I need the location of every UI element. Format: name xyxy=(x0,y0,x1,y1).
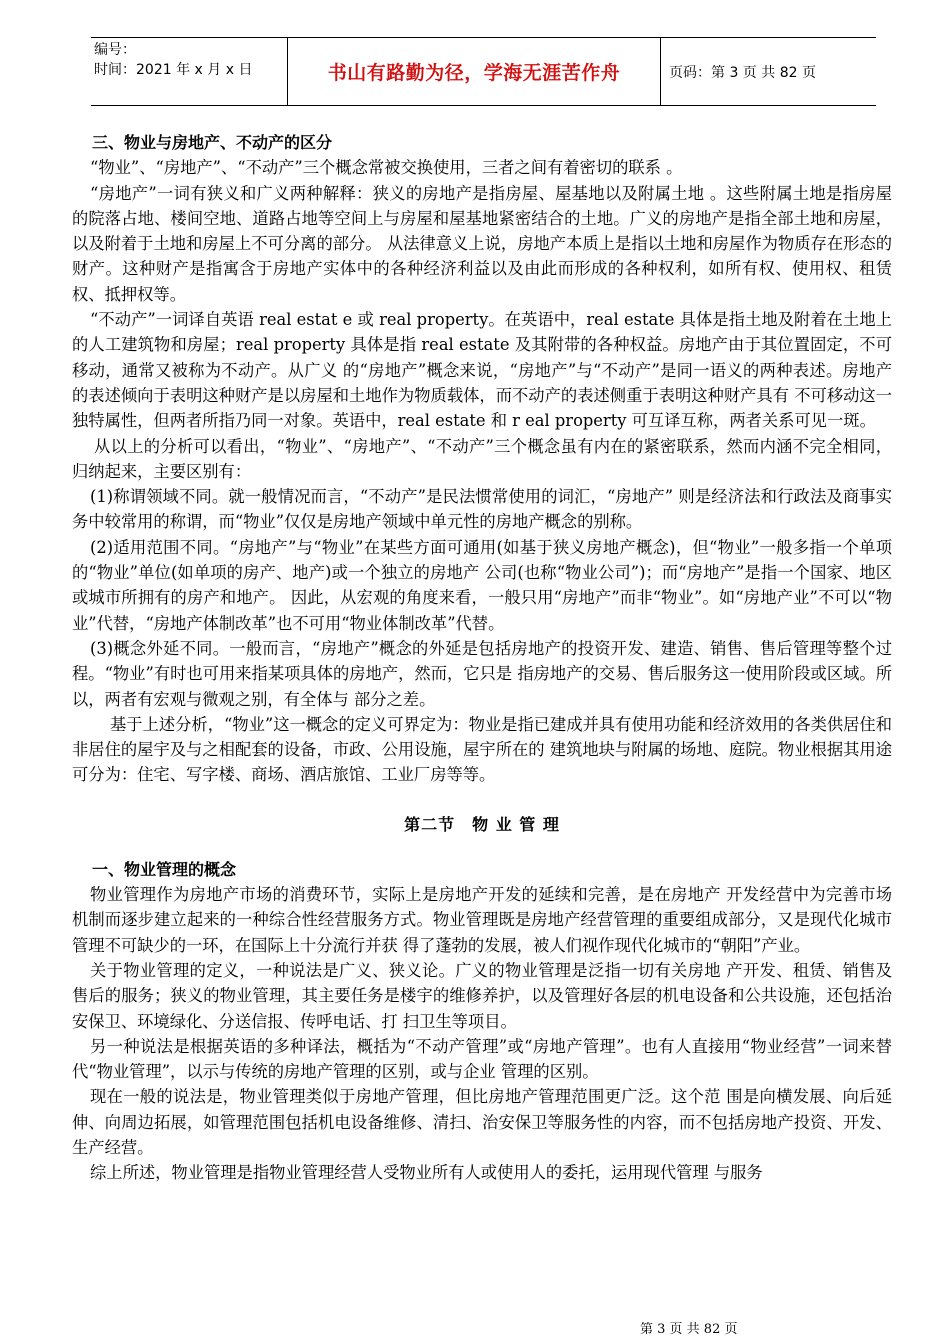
header-page-cell xyxy=(661,38,876,105)
paragraph: 从以上的分析可以看出，“物业”、“房地产”、“不动产”三个概念虽有内在的紧密联系，然而内涵不完全相同，归纳起来，主要区别有： xyxy=(72,436,892,481)
concept-heading: 一、物业管理的概念 xyxy=(92,859,237,879)
paragraph: (1)称谓领域不同。就一般情况而言，“不动产”是民法惯常使用的词汇，“房地产” 则是经济法和行政法及商事实务中较常用的称谓，而“物业”仅仅是房地产领域中单元性的房地产概念的别称。 xyxy=(72,487,892,532)
header-motto-cell xyxy=(288,38,661,105)
paragraph: “不动产”一词译自英语 real estat e 或 real property。在英语中，real estate 具体是指土地及附着在土地上的人工建筑物和房屋；real property 具体是指 real estate 及其附带的各种权益。房地产由于其位置固定，不可移动，通常又被称为不动产。从广义 的“房地产”概念来说，“房地产”与“不动产”是同一语义的两种表述。房地产的表述倾向于表明这种财产是以房屋和土地作为物质载体，而不动产的表述侧重于表明这种财产具有 不可移动这一独特属性，但两者所指乃同一对象。英语中，real estate 和 r eal property 可互译互称，两者关系可见一斑。 xyxy=(72,310,892,431)
paragraph: “房地产”一词有狭义和广义两种解释：狭义的房地产是指房屋、屋基地以及附属土地 。这些附属土地是指房屋的院落占地、楼间空地、道路占地等空间上与房屋和屋基地紧密结合的土地。广义的房地产是指全部土地和房屋，以及附着于土地和房屋上不可分离的部分。 从法律意义上说，房地产本质上是指以土地和房屋作为物质存在形态的财产。这种财产是指寓含于房地产实体中的各种经济利益以及由此而形成的各种权利，如所有权、使用权、租赁 权、抵押权等。 xyxy=(72,183,892,304)
paragraph: (3)概念外延不同。一般而言，“房地产”概念的外延是包括房地产的投资开发、建造、销售、售后管理等整个过程。“物业”有时也可用来指某项具体的房地产，然而，它只是 指房地产的交易、售后服务这一使用阶段或区域。所以，两者有宏观与微观之别，有全体与 部分之差。 xyxy=(72,638,892,709)
section3-heading: 三、物业与房地产、不动产的区分 xyxy=(92,133,333,152)
header-left-cell xyxy=(91,38,288,105)
paragraph: 物业管理作为房地产市场的消费环节，实际上是房地产开发的延续和完善，是在房地产 开发经营中为完善市场机制而逐步建立起来的一种综合性经营服务方式。物业管理既是房地产经营管理的重要组成部分，又是现代化城市管理不可缺少的一环，在国际上十分流行并获 得了蓬勃的发展，被人们视作现代化城市的“朝阳”产业。 xyxy=(72,885,892,955)
section-title: 第二节 物 业 管 理 xyxy=(404,814,560,834)
document-body xyxy=(72,130,892,1186)
motto-text: 书山有路勤为径，学海无涯苦作舟 xyxy=(327,62,621,84)
page-footer: 第 3 页 共 82 页 xyxy=(640,1322,738,1337)
paragraph: 现在一般的说法是，物业管理类似于房地产管理，但比房地产管理范围更广泛。这个范 围是向横发展、向后延伸、向周边拓展，如管理范围包括机电设备维修、清扫、治安保卫等服务性的内容，而不包括房地产投资、开发、生产经营。 xyxy=(72,1087,892,1157)
time-label: 时间：2021 年 x 月 x 日 xyxy=(94,62,253,78)
paragraph: “物业”、“房地产”、“不动产”三个概念常被交换使用，三者之间有着密切的联系 。 xyxy=(90,158,683,178)
paragraph: 关于物业管理的定义，一种说法是广义、狭义论。广义的物业管理是泛指一切有关房地 产开发、租赁、销售及售后的服务；狭义的物业管理，其主要任务是楼宇的维修养护，以及管理好各层的机电设备和公共设施，还包括治安保卫、环境绿化、分送信报、传呼电话、打 扫卫生等项目。 xyxy=(72,960,892,1031)
paragraph: 综上所述，物业管理是指物业管理经营人受物业所有人或使用人的委托，运用现代管理 与服务 xyxy=(90,1163,763,1183)
paragraph: 基于上述分析，“物业”这一概念的定义可界定为：物业是指已建成并具有使用功能和经济效用的各类供居住和非居住的屋宇及与之相配套的设备，市政、公用设施，屋宇所在的 建筑地块与附属的场地、庭院。物业根据其用途可分为：住宅、写字楼、商场、酒店旅馆、工业厂房等等。 xyxy=(72,714,892,785)
document-header xyxy=(91,37,876,106)
paragraph: 另一种说法是根据英语的多种译法，概括为“不动产管理”或“房地产管理”。也有人直接用“物业经营”一词来替代“物业管理”，以示与传统的房地产管理的区别，或与企业 管理的区别。 xyxy=(72,1036,892,1082)
number-label: 编号： xyxy=(94,42,136,58)
paragraph: (2)适用范围不同。“房地产”与“物业”在某些方面可通用(如基于狭义房地产概念)，但“物业”一般多指一个单项的“物业”单位(如单项的房产、地产)或一个独立的房地产 公司(也称“物业公司”)；而“房地产”是指一个国家、地区或城市所拥有的房产和地产。 因此，从宏观的角度来看，一般只用“房地产”而非“物业”。如“房地产业”不可以“物业”代替，“房地产体制改革”也不可用“物业体制改革”代替。 xyxy=(72,537,892,633)
page-info: 页码：第 3 页 共 82 页 xyxy=(669,64,816,81)
